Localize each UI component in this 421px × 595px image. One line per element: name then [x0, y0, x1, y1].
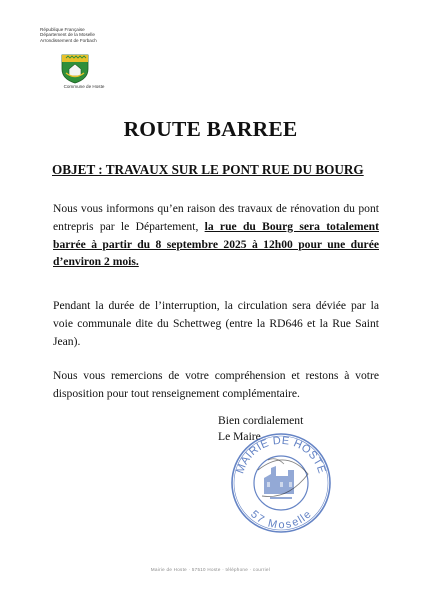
letterhead-line-department: Département de la Moselle [40, 32, 95, 38]
svg-text:57 Moselle [248, 508, 314, 531]
stamp-top-text: MAIRIE DE HOSTE [234, 434, 328, 476]
letterhead [40, 27, 124, 43]
paragraph-detour: Pendant la durée de l’interruption, la circulation sera déviée par la voie communale dite du Schettweg (entre la RD646 et la Rue Saint Jean). [53, 299, 379, 348]
closure-date-text: la rue du Bourg sera totalement barrée à partir du 8 septembre 2025 à 12h00 pour une durée d’environ 2 mois. [53, 219, 379, 269]
signatory-text: Le Maire [218, 430, 261, 443]
paragraph-closure-notice [53, 200, 379, 271]
footer: Mairie de Hoste · 57510 Hoste · téléphone · courriel [150, 567, 271, 572]
paragraph-thanks: Nous vous remercions de votre compréhension et restons à votre disposition pour tout renseignement complémentaire. [53, 369, 379, 400]
coat-of-arms-icon [60, 53, 90, 84]
closing-text: Bien cordialement [218, 414, 304, 427]
subject-line: OBJET : TRAVAUX SUR LE PONT RUE DU BOURG [52, 162, 364, 177]
letterhead-line-arrondissement: Arrondissement de Forbach [40, 37, 97, 43]
page-title: ROUTE BARREE [123, 117, 298, 141]
commune-caption: Commune de Hoste [63, 84, 105, 89]
town-hall-stamp-icon [228, 430, 334, 536]
closure-intro-text: Nous vous informons qu’en raison des travaux de rénovation du pont entrepris par le Département, [53, 202, 379, 233]
svg-text:MAIRIE DE HOSTE [234, 435, 328, 475]
letterhead-line-republic: République Française [40, 27, 85, 32]
stamp-bottom-text: 57 Moselle [248, 508, 314, 532]
